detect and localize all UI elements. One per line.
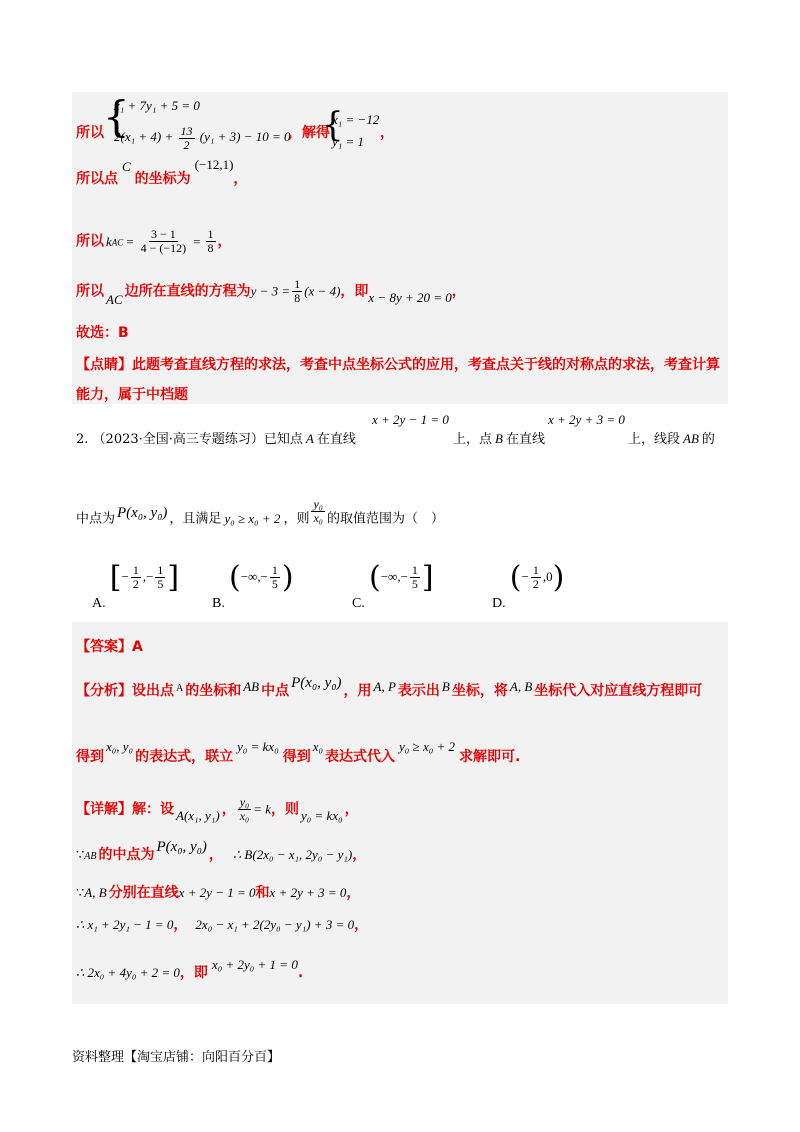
sys-eq1: x₁ + 7y₁ + 5 = 0: [114, 98, 200, 113]
line2-eq: x + 2y + 3 = 0: [548, 412, 625, 427]
bracket: ]: [167, 560, 180, 595]
var: x₀: [312, 739, 324, 754]
text: .: [297, 965, 304, 981]
frac-res: [206, 228, 216, 254]
num: 1: [207, 227, 214, 241]
var: A, B: [509, 679, 533, 694]
eq-post: (x − 4): [304, 283, 341, 299]
eq: = k: [253, 801, 271, 817]
text: 坐标代入对应直线方程即可: [534, 683, 703, 699]
frac: [131, 564, 141, 590]
text: ，: [173, 917, 188, 933]
text: ，: [346, 885, 361, 901]
var: AB: [683, 431, 699, 446]
choice-line: 故选：B: [76, 325, 129, 341]
var: B: [441, 679, 450, 694]
text: 所以: [76, 233, 104, 250]
option-label: B.: [212, 596, 225, 611]
num: 1: [411, 563, 418, 578]
because: ∵: [76, 885, 85, 900]
answer-line: 【答案】A: [76, 639, 143, 655]
den: 5: [271, 577, 278, 591]
ineq: y₀ ≥ x₀ + 2: [224, 510, 281, 526]
option-b[interactable]: B. (−∞,− $\frac{1}{5}$ ): [212, 560, 294, 611]
text: 所以点: [76, 171, 118, 187]
coord: (−12,1): [194, 157, 234, 172]
text: ，用: [343, 683, 372, 699]
text: ，: [208, 847, 223, 863]
because: ∵: [76, 847, 85, 862]
text: 的中点为: [98, 847, 155, 863]
bracket: [: [109, 560, 122, 595]
text: 表示出: [397, 683, 440, 699]
eq: x + 2y + 3 = 0: [269, 885, 347, 900]
text: 的坐标和: [185, 683, 242, 699]
eq: x + 2y − 1 = 0: [178, 885, 256, 900]
bracket: ): [281, 560, 294, 595]
left-brace-2: {: [322, 105, 344, 145]
frac: [531, 564, 541, 590]
point-p: P(x₀, y₀): [117, 504, 168, 521]
eq: y₀ = kx₀: [237, 739, 279, 754]
num: 1: [157, 563, 164, 578]
minus: −: [121, 569, 129, 584]
var: A, P: [373, 679, 396, 694]
value: 0: [546, 569, 553, 584]
ineq: y₀ ≥ x₀ + 2: [399, 739, 456, 754]
bracket: ]: [421, 560, 434, 595]
den: 2: [132, 577, 139, 591]
sys-eq2-pre: 2(x₁ + 4) +: [114, 129, 174, 145]
eq: 2x₀ − x₁ + 2(2y₀ − y₁) + 3 = 0: [195, 917, 355, 932]
sys-eq2-post: (y₁ + 3) − 10 = 0: [199, 129, 291, 145]
text: ，: [233, 171, 248, 187]
frac-slope: [139, 228, 189, 254]
text: 得到: [76, 749, 104, 765]
eq-pre: y − 3 =: [250, 283, 291, 299]
eq: y₀ = kx₀: [300, 807, 343, 823]
var: AB: [243, 679, 260, 694]
frac-1-8: [292, 278, 302, 304]
minus: −: [260, 569, 268, 584]
text-jiede: ，解得: [288, 125, 330, 141]
num: y₀: [313, 497, 323, 511]
point-a: A(x₁, y₁): [176, 807, 220, 823]
bracket: (: [509, 560, 522, 595]
den: 4 − (−12): [140, 240, 187, 255]
sol-y: y₁ = 1: [332, 134, 365, 149]
point-b: ∴ B(2x₀ − x₁, 2y₀ − y₁): [232, 847, 353, 862]
text: 坐标，将: [451, 683, 508, 699]
frac: [410, 564, 420, 590]
question-2-line-2: [76, 497, 444, 532]
sub-ac: AC: [111, 237, 124, 248]
bracket: (: [228, 560, 241, 595]
text: 上，点: [453, 432, 493, 447]
text-suoyi: 所以: [76, 125, 104, 141]
text: 上，线段: [628, 432, 681, 447]
den: x₀: [313, 510, 323, 525]
sol-x: x₁ = −12: [332, 112, 380, 127]
text: 在直线: [316, 432, 356, 447]
frac-ratio: [311, 498, 325, 524]
text: 的坐标为: [134, 171, 191, 187]
detail-line-5: [76, 957, 304, 982]
comment-line-2: 能力，属于中档题: [76, 387, 188, 403]
text: ，即: [179, 965, 208, 981]
option-label: C.: [352, 596, 365, 611]
den: 2: [532, 577, 539, 591]
bracket: (: [368, 560, 381, 595]
text: 表达式代入: [325, 749, 396, 765]
text: ，: [451, 283, 466, 300]
frac-den: 2: [183, 137, 190, 152]
num: 1: [294, 277, 301, 291]
text: 所以: [76, 283, 104, 300]
text: 求解即可.: [459, 749, 521, 765]
num: y₀: [239, 795, 250, 809]
var: B: [495, 431, 503, 446]
text: 的: [701, 432, 715, 447]
text: ，: [217, 233, 232, 250]
frac-ratio: [238, 796, 252, 822]
detail-line-3: [76, 882, 360, 902]
line1-eq: x + 2y − 1 = 0: [372, 412, 449, 427]
minus: −: [521, 569, 529, 584]
analysis-line-1: [76, 675, 703, 700]
option-d[interactable]: D. (− $\frac{1}{2}$ ,0): [492, 560, 565, 611]
line-slope: [76, 228, 232, 254]
question-number: 2.: [76, 432, 89, 447]
analysis-line-2: [76, 739, 521, 766]
q2-mid: [453, 428, 545, 447]
frac-13-2: [179, 125, 195, 151]
frac: [270, 564, 280, 590]
value: −∞: [380, 569, 398, 584]
num: 1: [532, 563, 539, 578]
option-label: D.: [492, 596, 506, 611]
option-a[interactable]: A. [− $\frac{1}{2}$ ,− $\frac{1}{5}$ ]: [92, 560, 180, 611]
eq: ∴ 2x₀ + 4y₀ + 2 = 0: [76, 965, 180, 980]
eq2: x − 8y + 20 = 0: [368, 289, 452, 305]
var: A, B: [84, 885, 107, 900]
text: 边所在直线的方程为: [124, 283, 251, 300]
q2-end: [628, 428, 715, 447]
detail-line-4: [76, 914, 368, 934]
comma: ，: [380, 125, 394, 141]
option-c[interactable]: C. (−∞,− $\frac{1}{5}$ ]: [352, 560, 434, 611]
line-point-c: [76, 157, 248, 188]
text: ，: [352, 847, 367, 863]
text: ，则: [270, 801, 299, 818]
value: −∞: [240, 569, 258, 584]
text: ，且满足: [169, 511, 222, 527]
num: 1: [271, 563, 278, 578]
eq: =: [193, 233, 201, 249]
option-label: A.: [92, 596, 106, 611]
minus: −: [146, 569, 154, 584]
num: 1: [132, 563, 139, 578]
text: ，: [354, 917, 369, 933]
point-p: P(x₀, y₀): [156, 839, 207, 855]
footer-text: 资料整理【淘宝店铺：向阳百分百】: [72, 1050, 281, 1065]
den: 5: [411, 577, 418, 591]
text: 的表达式，联立: [135, 749, 234, 765]
point-p: P(x₀, y₀): [291, 675, 342, 691]
left-brace: {: [103, 92, 130, 141]
den: 5: [157, 577, 164, 591]
eq: ∴ x₁ + 2y₁ − 1 = 0: [76, 917, 174, 932]
eq: x₀ + 2y₀ + 1 = 0: [211, 957, 298, 972]
num: 3 − 1: [151, 227, 176, 241]
minus: −: [400, 569, 408, 584]
line-ac-equation: [76, 277, 466, 307]
var-ac: AC: [106, 291, 123, 307]
den: 8: [294, 290, 301, 305]
sys-eq2: [114, 125, 291, 151]
var-k: k: [106, 233, 112, 249]
question-2-line-1: [76, 428, 356, 447]
den: 8: [207, 240, 214, 255]
text: 【详解】解：设: [76, 801, 174, 818]
text: 【分析】设出点: [76, 683, 174, 699]
var: A: [176, 683, 184, 694]
detail-line-2: [76, 839, 367, 864]
eq: =: [126, 233, 134, 249]
text: 在直线: [505, 432, 545, 447]
detail-line-1: [76, 796, 359, 822]
var: AB: [84, 851, 97, 862]
text: ，: [221, 801, 236, 818]
frac: [155, 564, 165, 590]
text: ，: [344, 801, 359, 818]
text: 中点: [261, 683, 290, 699]
text: 和: [255, 885, 270, 901]
text: ，则: [283, 511, 310, 527]
den: x₀: [239, 808, 250, 823]
text: 得到: [282, 749, 311, 765]
text: ，即: [340, 283, 369, 300]
text: 分别在直线: [108, 885, 179, 901]
var: A: [305, 431, 314, 446]
var-c: C: [122, 159, 131, 174]
comment-line-1: 【点睛】此题考查直线方程的求法，考查中点坐标公式的应用，考查点关于线的对称点的求法，考查计算: [76, 357, 720, 373]
text: （2023·全国·高三专题练习）已知点: [92, 432, 303, 447]
text: 中点为: [76, 511, 116, 527]
var: x₀, y₀: [106, 739, 134, 754]
text: 的取值范围为（ ）: [326, 511, 444, 527]
bracket: ): [552, 560, 565, 595]
frac-num: 13: [180, 124, 193, 138]
